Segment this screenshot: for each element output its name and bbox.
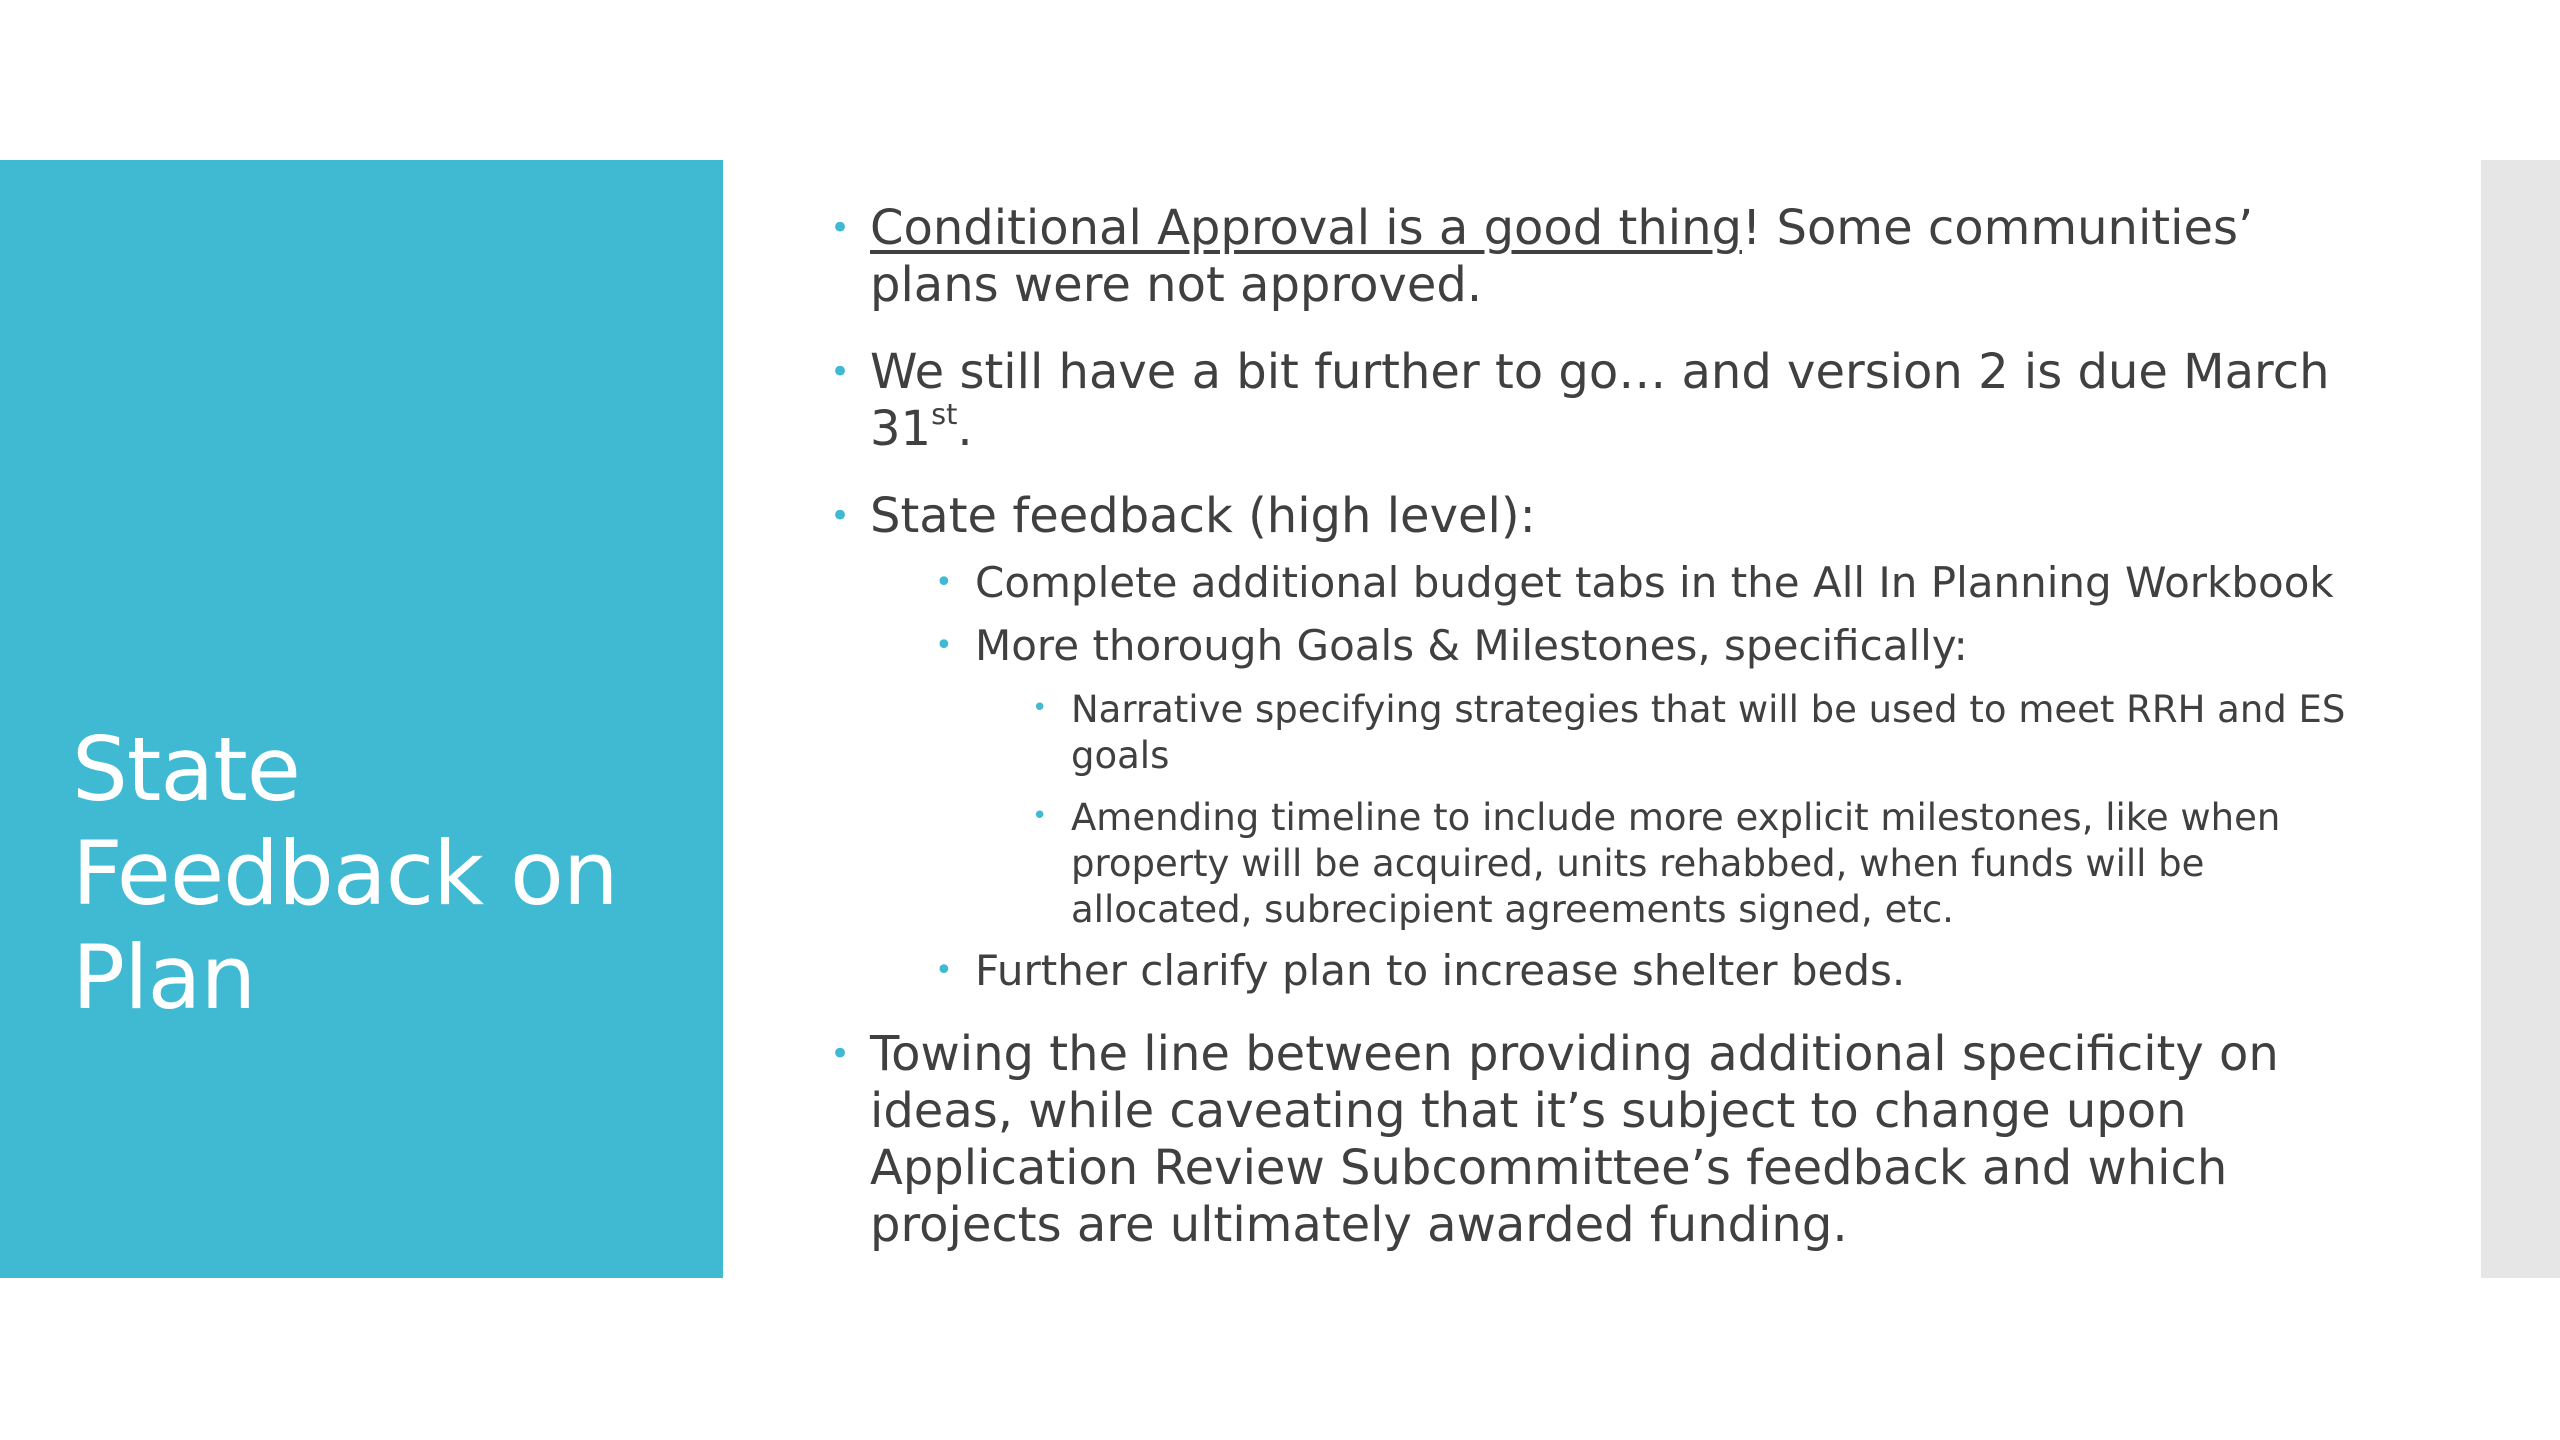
title-panel: [0, 160, 723, 1278]
sub-bullet-text: Further clarify plan to increase shelter beds.: [975, 946, 1906, 995]
bullet-icon: •: [830, 208, 851, 248]
sub-sub-bullet-timeline: [830, 795, 2371, 933]
bullet-icon: •: [935, 565, 953, 600]
sub-bullet-goals-milestones: [830, 621, 2370, 671]
bullet-text-end: .: [957, 401, 973, 457]
sub-bullet-text: Complete additional budget tabs in the All In Planning Workbook: [975, 558, 2334, 607]
bullet-icon: •: [830, 352, 851, 392]
right-decor-strip: [2481, 160, 2560, 1278]
superscript-st: st: [931, 397, 958, 431]
bullet-item-towing-the-line: [830, 1026, 2370, 1254]
bullet-item-version-2: [830, 344, 2370, 458]
slide-title-line-2: Feedback on: [72, 822, 618, 925]
slide-title: [72, 718, 692, 1030]
sub-sub-bullet-narrative: [830, 687, 2371, 779]
sub-sub-bullet-text: Amending timeline to include more explicit milestones, like when property will be acquired, units rehabbed, when funds will be allocated, subrecipient agreements signed, etc.: [1071, 796, 2281, 931]
bullet-list: [830, 200, 2350, 1254]
bullet-text: Towing the line between providing additional specificity on ideas, while caveating that it’s subject to change upon Application Review Subcommittee’s feedback and which projects are ultimately awarded funding.: [870, 1026, 2279, 1253]
bullet-icon: •: [1032, 801, 1048, 831]
bullet-icon: •: [935, 953, 953, 988]
bullet-text: We still have a bit further to go… and version 2 is due March 31: [870, 344, 2330, 457]
bullet-icon: •: [830, 496, 851, 536]
bullet-text: ! Some communities’ plans were not approved.: [870, 200, 2254, 313]
bullet-item-state-feedback: [830, 488, 2370, 545]
bullet-icon: •: [935, 628, 953, 663]
slide-title-line-1: State: [72, 718, 300, 821]
sub-sub-bullet-text: Narrative specifying strategies that will be used to meet RRH and ES goals: [1071, 688, 2346, 777]
underlined-phrase: Conditional Approval is a good thing: [870, 200, 1742, 256]
bullet-icon: •: [830, 1034, 851, 1074]
bullet-item-conditional-approval: [830, 200, 2370, 314]
sub-bullet-budget-tabs: [830, 558, 2370, 608]
sub-bullet-shelter-beds: [830, 946, 2370, 996]
sub-bullet-text: More thorough Goals & Milestones, specifically:: [975, 621, 1968, 670]
bullet-text: State feedback (high level):: [870, 488, 1536, 544]
bullet-icon: •: [1032, 693, 1048, 723]
slide-title-line-3: Plan: [72, 926, 256, 1029]
